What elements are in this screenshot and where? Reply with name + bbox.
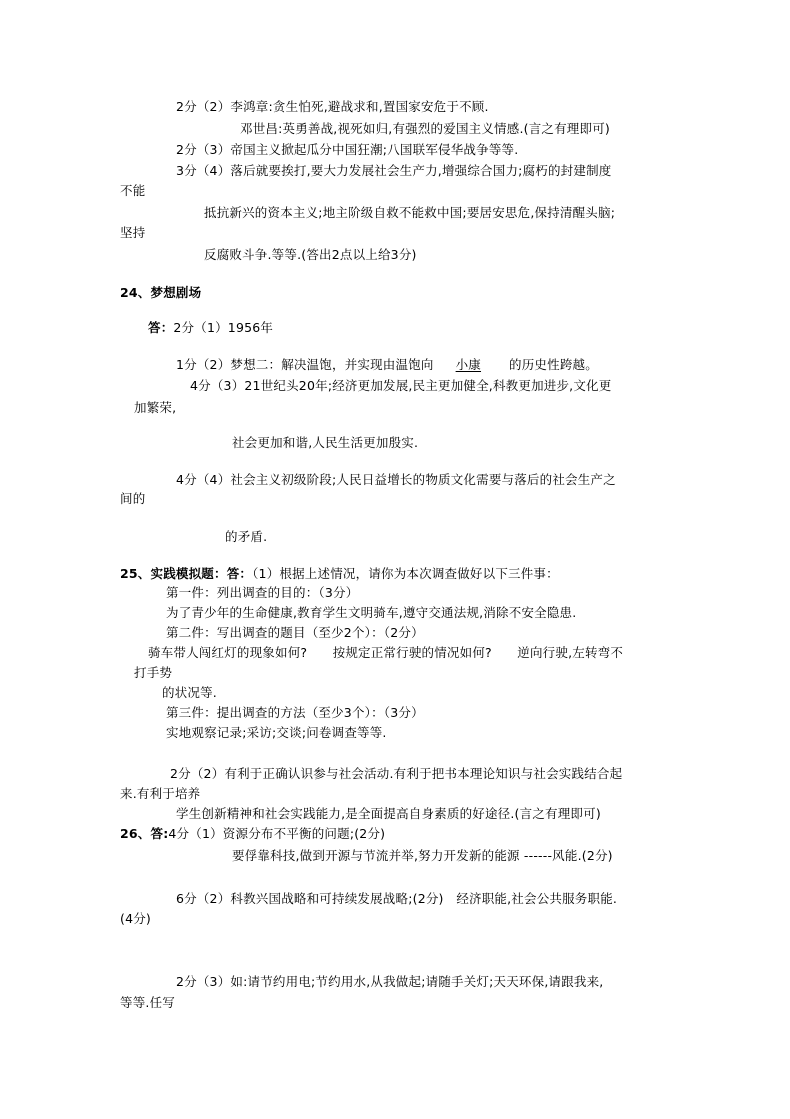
q24-answer-4-wrap: 间的 <box>120 491 146 506</box>
q25-task-1-answer: 为了青少年的生命健康,教育学生文明骑车,遵守交通法规,消除不安全隐患. <box>166 605 577 620</box>
q24-answer-2 <box>176 357 598 373</box>
q23-part4-wrap: 不能 <box>120 183 146 198</box>
q25-task-2-line3: 的状况等. <box>162 685 217 700</box>
q24-answer-3-wrap: 加繁荣, <box>134 400 177 415</box>
q23-part4-line3: 反腐败斗争.等等.(答出2点以上给3分) <box>204 247 417 262</box>
q25-task-2: 第二件：写出调查的题目（至少2个）：（2分） <box>166 625 424 640</box>
q23-part2-line: 2分（2）李鸿章:贪生怕死,避战求和,置国家安危于不顾. <box>176 99 489 114</box>
q25-task-2-wrap: 打手势 <box>134 665 173 680</box>
q24-answer-4: 4分（4）社会主义初级阶段;人民日益增长的物质文化需要与落后的社会生产之 <box>176 472 616 487</box>
q26-answer-1-text: 4分（1）资源分布不平衡的问题;(2分) <box>168 826 386 841</box>
q23-part4-line: 3分（4）落后就要挨打,要大力发展社会生产力,增强综合国力;腐朽的封建制度 <box>176 163 612 178</box>
q25-part2: 2分（2）有利于正确认识参与社会活动.有利于把书本理论知识与社会实践结合起 <box>170 766 623 781</box>
q24-answer-1-text: 2分（1）1956年 <box>173 320 274 335</box>
q25-task-3-answer: 实地观察记录;采访;交谈;问卷调查等等. <box>166 725 387 740</box>
q23-part4-line2: 抵抗新兴的资本主义;地主阶级自救不能救中国;要居安思危,保持清醒头脑; <box>204 205 616 220</box>
q25-heading-line <box>120 566 559 582</box>
q25-task-2-answer: 骑车带人闯红灯的现象如何? 按规定正常行驶的情况如何? 逆向行驶,左转弯不 <box>148 645 624 660</box>
q25-task-3: 第三件：提出调查的方法（至少3个）：（3分） <box>166 705 424 720</box>
q26-answer-2: 6分（2）科教兴国战略和可持续发展战略;(2分) 经济职能,社会公共服务职能. <box>176 891 618 906</box>
q25-heading: 25、实践模拟题：答： <box>120 566 253 581</box>
q24-answer-2-tail: 的历史性跨越。 <box>509 357 598 372</box>
q26-answer-1-line2: 要俘靠科技,做到开源与节流并举,努力开发新的能源 ------风能.(2分) <box>232 848 613 863</box>
q23-part4-wrap2: 坚持 <box>120 225 146 240</box>
answer-prefix: 答： <box>148 320 174 335</box>
q23-part3-line: 2分（3）帝国主义掀起瓜分中国狂潮;八国联军侵华战争等等. <box>176 142 519 157</box>
q25-part2-line3: 学生创新精神和社会实践能力,是全面提高自身素质的好途径.(言之有理即可) <box>176 806 601 821</box>
q23-part2-line2: 邓世昌:英勇善战,视死如归,有强烈的爱国主义情感.(言之有理即可) <box>240 121 610 136</box>
q24-answer-1 <box>148 320 273 336</box>
q25-intro: （1）根据上述情况，请你为本次调查做好以下三件事： <box>252 566 559 581</box>
q26-answer-2-wrap: (4分) <box>120 911 152 926</box>
q26-answer-3: 2分（3）如:请节约用电;节约用水,从我做起;请随手关灯;天天环保,请跟我来, <box>176 974 604 989</box>
q24-answer-3-line2: 社会更加和谐,人民生活更加殷实. <box>232 435 419 450</box>
q24-fill-blank <box>434 357 509 372</box>
q26-heading: 26、答: <box>120 826 169 841</box>
q24-answer-4-line2: 的矛盾. <box>225 529 268 544</box>
q25-part2-wrap: 来.有利于培养 <box>120 786 201 801</box>
q24-answer-3: 4分（3）21世纪头20年;经济更加发展,民主更加健全,科教更加进步,文化更 <box>190 378 612 393</box>
q26-answer-3-wrap: 等等.任写 <box>120 995 175 1010</box>
q26-answer-1 <box>120 826 385 842</box>
q25-task-1: 第一件：列出调查的目的：（3分） <box>166 585 359 600</box>
q24-heading: 24、梦想剧场 <box>120 285 202 300</box>
q24-answer-2-text: 1分（2）梦想二：解决温饱，并实现由温饱向 <box>176 357 434 372</box>
q24-blank-answer: 小康 <box>455 357 482 372</box>
